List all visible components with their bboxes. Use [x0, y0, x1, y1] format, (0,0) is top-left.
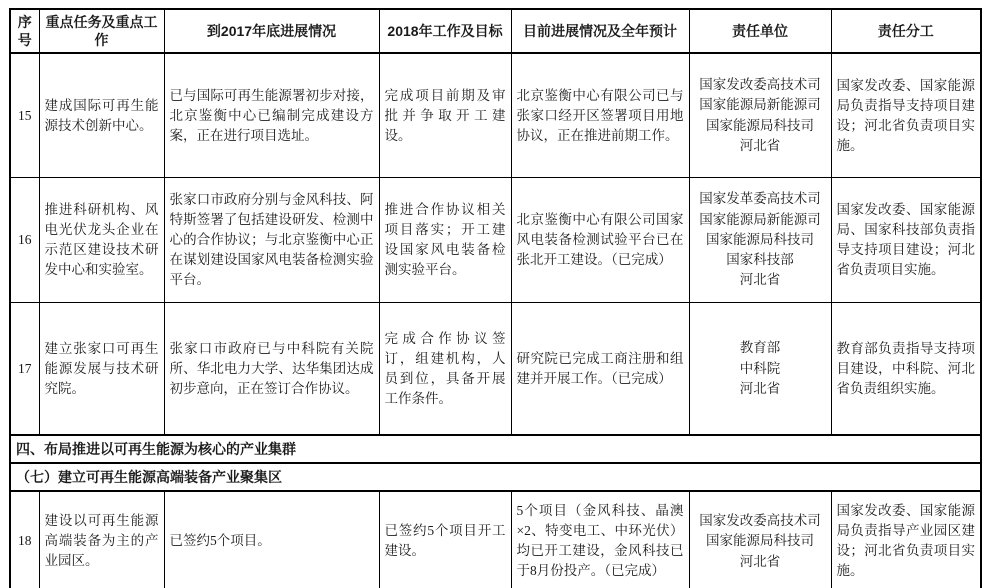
unit-line: 河北省 [739, 380, 781, 396]
cell-progress2017-18: 已签约5个项目。 [164, 491, 379, 588]
cell-progress2017-16: 张家口市政府分别与金风科技、阿特斯签署了包括建设研发、检测中心的合作协议；与北京鉴衡中心正在谋划建设国家风电装备检测实验平台。 [164, 177, 379, 302]
unit-line: 国家发革委高技术司 [699, 191, 821, 207]
header-current-progress: 目前进展情况及全年预计 [511, 9, 689, 53]
header-division: 责任分工 [831, 9, 981, 53]
section-title: 四、布局推进以可再生能源为核心的产业集群 [10, 435, 981, 463]
unit-line: 国家能源局科技司 [706, 117, 814, 133]
cell-task-16: 推进科研机构、风电光伏龙头企业在示范区建设技术研发中心和实验室。 [39, 177, 164, 302]
subsection-row-7 [10, 463, 981, 491]
header-progress-2017: 到2017年底进展情况 [164, 9, 379, 53]
unit-line: 河北省 [739, 272, 781, 288]
cell-work2018-17: 完成合作协议签订，组建机构，人员到位，具备开展工作条件。 [379, 302, 511, 435]
cell-division-16: 国家发改委、国家能源局、国家科技部负责指导支持项目建设；河北省负责项目实施。 [831, 177, 981, 302]
header-responsible-unit: 责任单位 [689, 9, 831, 53]
unit-line: 国家能源局新能源司 [699, 211, 821, 227]
unit-line: 河北省 [739, 137, 781, 153]
cell-no-17: 17 [10, 302, 39, 435]
cell-no-18: 18 [10, 491, 39, 588]
section-row-4 [10, 435, 981, 463]
unit-line: 中科院 [739, 360, 781, 376]
cell-task-15: 建成国际可再生能源技术创新中心。 [39, 53, 164, 177]
subsection-title: （七）建立可再生能源高端装备产业聚集区 [10, 463, 981, 491]
unit-line: 国家发改委高技术司 [699, 77, 821, 93]
table-row-18 [10, 491, 981, 588]
cell-progress2017-15: 已与国际可再生能源署初步对接，北京鉴衡中心已编制完成建设方案，正在进行项目选址。 [164, 53, 379, 177]
header-work-2018: 2018年工作及目标 [379, 9, 511, 53]
cell-task-18: 建设以可再生能源高端装备为主的产业园区。 [39, 491, 164, 588]
cell-division-15: 国家发改委、国家能源局负责指导支持项目建设；河北省负责项目实施。 [831, 53, 981, 177]
cell-task-17: 建立张家口可再生能源发展与技术研究院。 [39, 302, 164, 435]
header-task: 重点任务及重点工作 [39, 9, 164, 53]
cell-work2018-18: 已签约5个项目开工建设。 [379, 491, 511, 588]
progress-table [9, 8, 982, 588]
unit-line: 国家发改委高技术司 [699, 513, 821, 528]
cell-division-17: 教育部负责指导支持项目建设，中科院、河北省负责组织实施。 [831, 302, 981, 435]
cell-no-16: 16 [10, 177, 39, 302]
cell-unit-15 [689, 53, 831, 177]
cell-current-16: 北京鉴衡中心有限公司国家风电装备检测试验平台已在张北开工建设。（已完成） [511, 177, 689, 302]
unit-line: 河北省 [739, 553, 781, 569]
cell-unit-16 [689, 177, 831, 302]
cell-current-15: 北京鉴衡中心有限公司已与张家口经开区签署项目用地协议，正在推进前期工作。 [511, 53, 689, 177]
cell-unit-18 [689, 491, 831, 588]
cell-work2018-16: 推进合作协议相关项目落实；开工建设国家风电装备检测实验平台。 [379, 177, 511, 302]
cell-unit-17 [689, 302, 831, 435]
cell-division-18: 国家发改委、国家能源局负责指导产业园区建设；河北省负责项目实施。 [831, 491, 981, 588]
cell-work2018-15: 完成项目前期及审批并争取开工建设。 [379, 53, 511, 177]
table-row-15 [10, 53, 981, 177]
cell-progress2017-17: 张家口市政府已与中科院有关院所、华北电力大学、达华集团达成初步意向，正在签订合作协议。 [164, 302, 379, 435]
table-header-row [10, 9, 981, 53]
cell-current-17: 研究院已完成工商注册和组建并开展工作。（已完成） [511, 302, 689, 435]
unit-line: 国家科技部 [726, 252, 794, 267]
unit-line: 国家能源局科技司 [706, 231, 814, 247]
table-row-17 [10, 302, 981, 435]
table-row-16 [10, 177, 981, 302]
cell-no-15: 15 [10, 53, 39, 177]
header-no: 序号 [10, 9, 39, 53]
cell-current-18: 5个项目（金风科技、晶澳×2、特变电工、中环光伏）均已开工建设，金风科技已于8月份投产。（已完成） [511, 491, 689, 588]
unit-line: 教育部 [739, 340, 781, 356]
unit-line: 国家能源局新能源司 [699, 97, 821, 113]
unit-line: 国家能源局科技司 [706, 533, 814, 549]
